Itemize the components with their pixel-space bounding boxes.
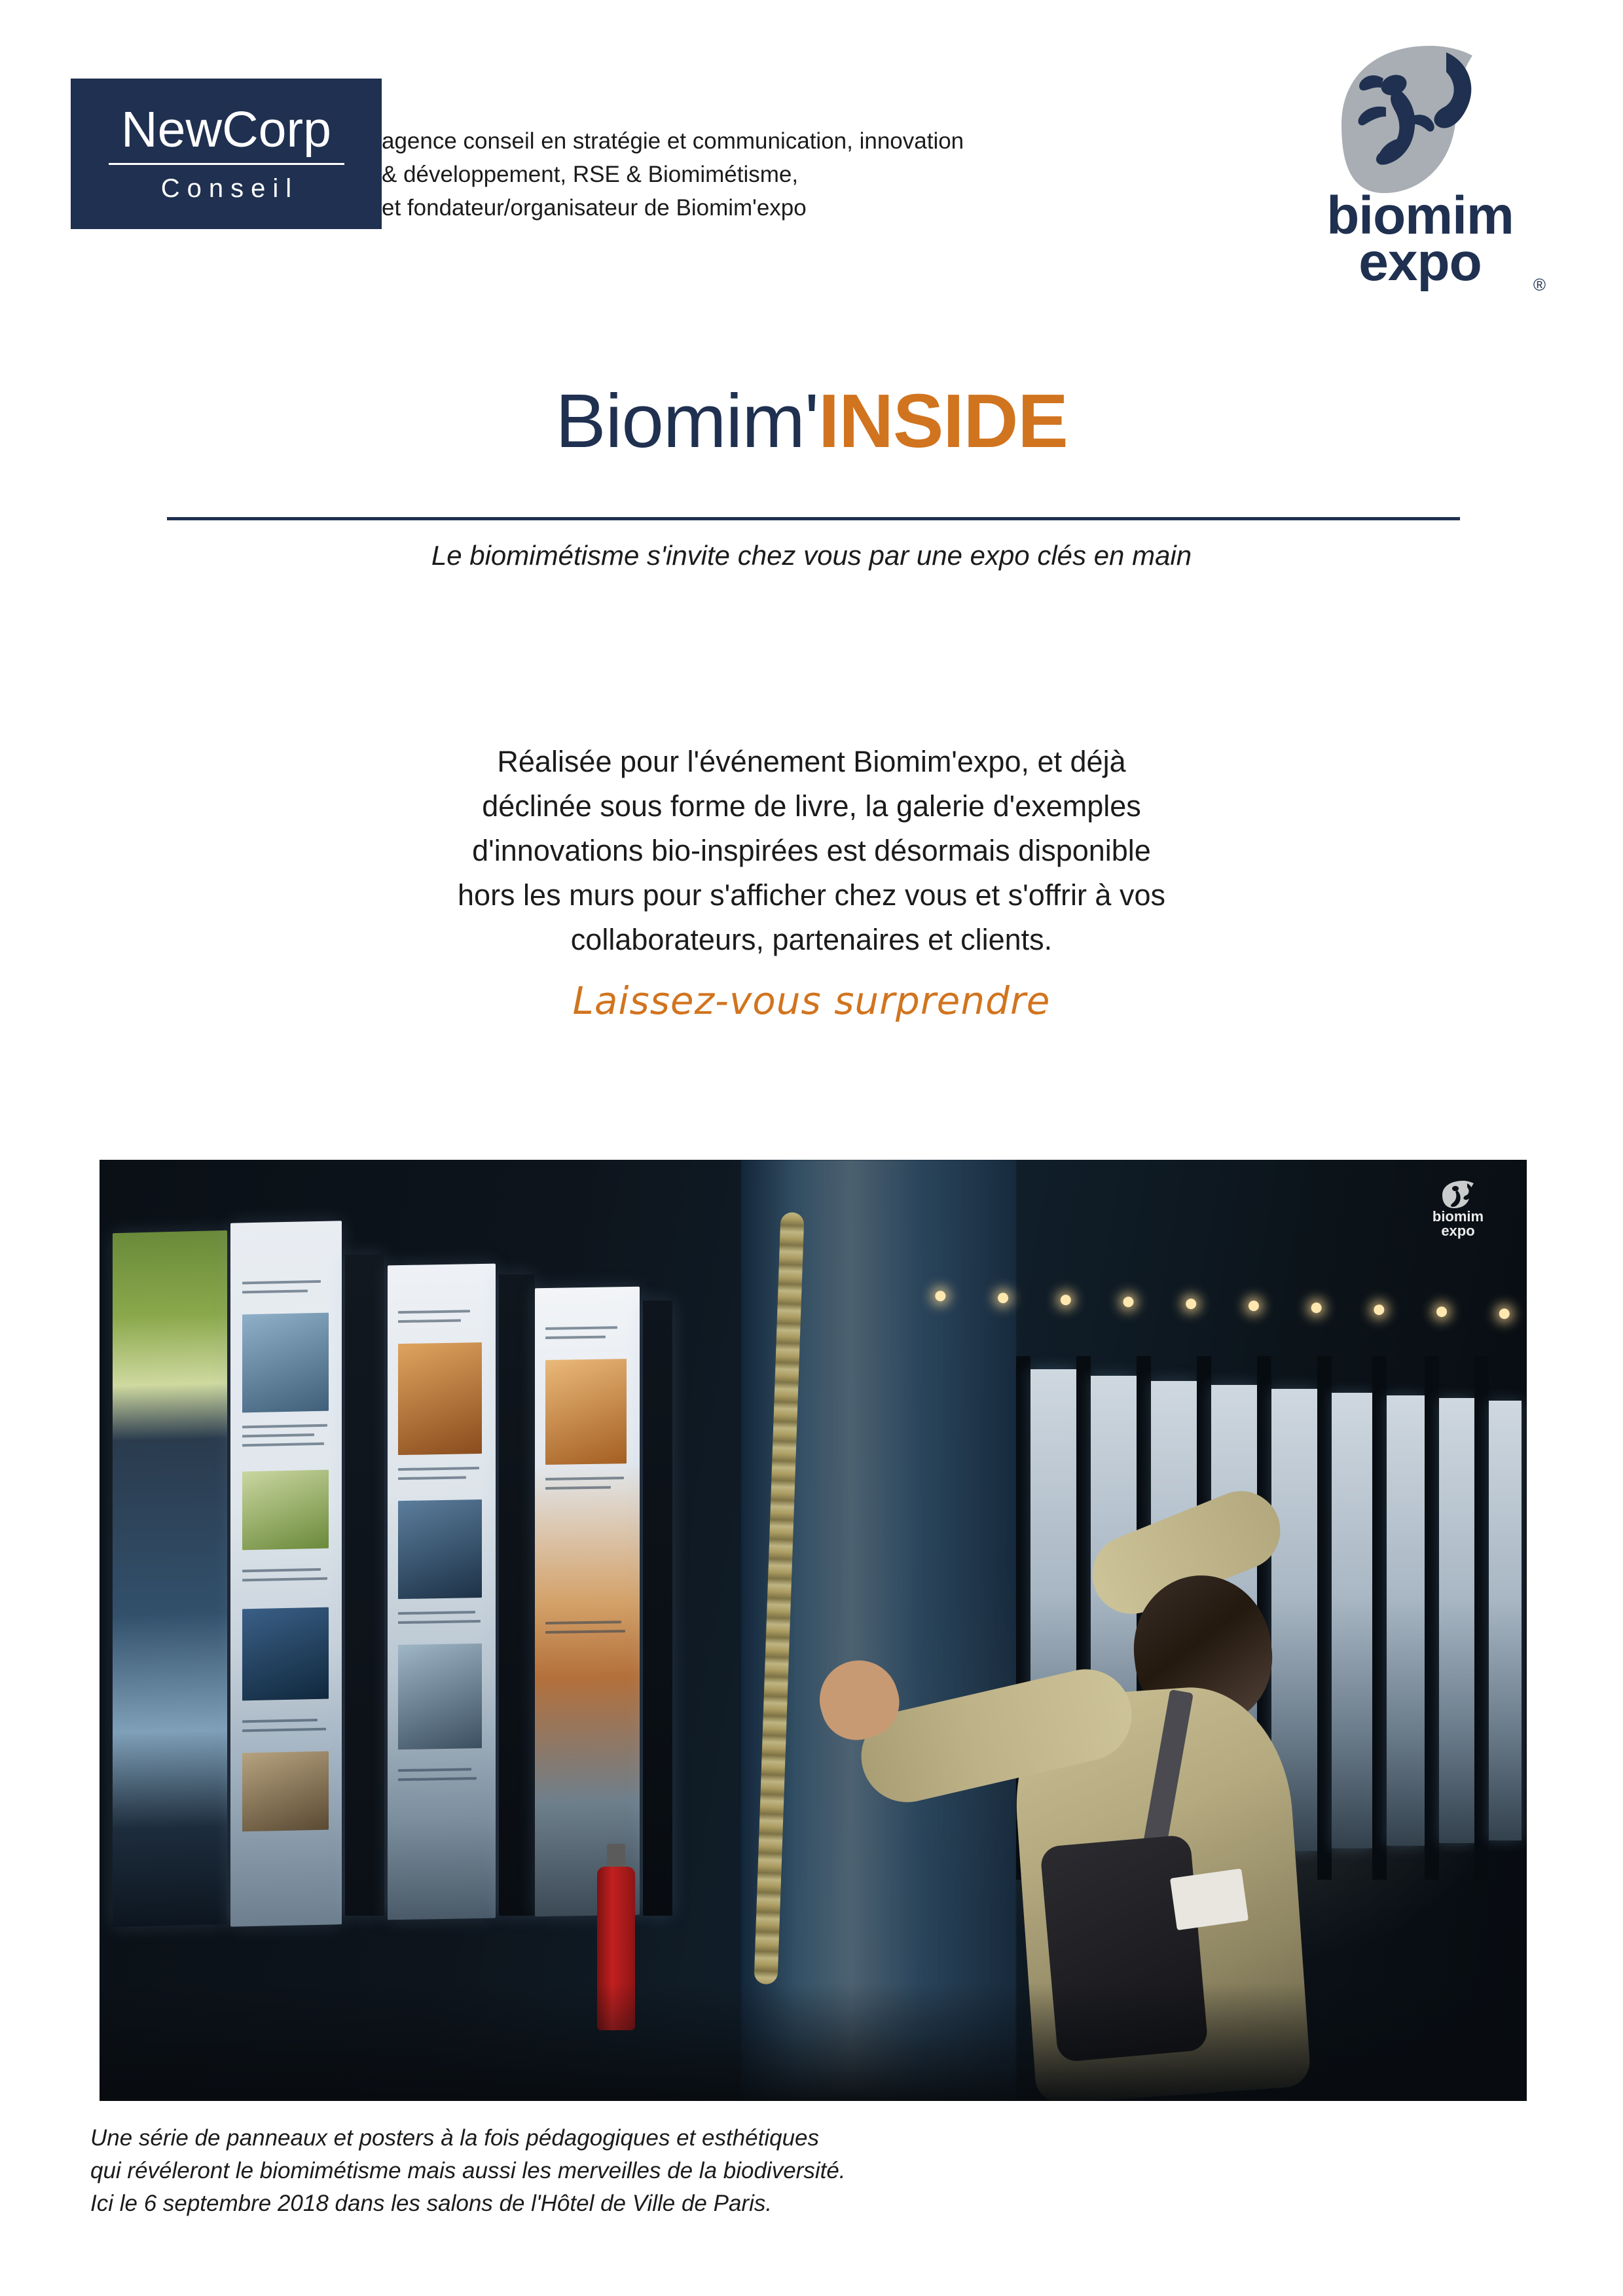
newcorp-logo-name: NewCorp <box>121 101 331 158</box>
biomim-expo-wordmark <box>1289 186 1551 292</box>
exhibition-panel <box>388 1264 496 1920</box>
panel-frame <box>643 1300 672 1916</box>
photo-caption <box>90 2122 1400 2220</box>
photo-watermark-line-1: biomim <box>1432 1208 1484 1225</box>
newcorp-logo-divider <box>109 163 344 165</box>
page-title-bold: INSIDE <box>818 378 1068 463</box>
photo-watermark <box>1415 1179 1501 1248</box>
intro-line-5: collaborateurs, partenaires et clients. <box>570 923 1053 956</box>
agency-tagline <box>382 124 1200 224</box>
biomim-expo-wordmark-line-2: expo <box>1359 232 1482 292</box>
page-title <box>0 380 1623 463</box>
photo-caption-line-1: Une série de panneaux et posters à la fois pédagogiques et esthétiques <box>90 2125 819 2151</box>
intro-line-3: d'innovations bio-inspirées est désormais disponible <box>472 834 1151 867</box>
intro-line-1: Réalisée pour l'événement Biomim'expo, et déjà <box>497 745 1126 778</box>
gecko-watermark-icon <box>1438 1179 1478 1210</box>
visitor-badge <box>1170 1869 1249 1931</box>
newcorp-logo-subtitle: Conseil <box>160 173 299 203</box>
registered-trademark-symbol: ® <box>1533 275 1546 295</box>
intro-paragraph <box>0 740 1623 962</box>
agency-tagline-line-2: & développement, RSE & Biomimétisme, <box>382 162 799 187</box>
page-subtitle: Le biomimétisme s'invite chez vous par une expo clés en main <box>431 540 1192 571</box>
photo-caption-line-2: qui révéleront le biomimétisme mais aussi les merveilles de la biodiversité. <box>90 2158 846 2183</box>
intro-line-2: déclinée sous forme de livre, la galerie d'exemples <box>482 789 1141 823</box>
photo-caption-line-3: Ici le 6 septembre 2018 dans les salons de l'Hôtel de Ville de Paris. <box>90 2191 773 2216</box>
biomim-expo-wordmark-line-1: biomim <box>1326 186 1514 245</box>
title-divider <box>167 517 1460 520</box>
exhibition-panel <box>230 1221 342 1927</box>
title-block <box>0 378 1623 571</box>
exhibition-photo-scene <box>100 1160 1527 2101</box>
biomim-expo-logo <box>1289 39 1551 295</box>
exhibition-panel <box>535 1287 640 1917</box>
agency-tagline-line-3: et fondateur/organisateur de Biomim'expo <box>382 195 807 221</box>
photo-watermark-line-2: expo <box>1441 1223 1475 1239</box>
exhibition-panel <box>113 1230 227 1927</box>
panel-frame <box>345 1255 384 1916</box>
handwritten-tagline: Laissez-vous surprendre <box>572 978 1051 1023</box>
panel-frame <box>499 1274 535 1916</box>
document-header <box>0 0 1623 327</box>
floor-shadow <box>100 1983 1527 2101</box>
intro-line-4: hors les murs pour s'afficher chez vous et s'offrir à vos <box>458 878 1165 912</box>
agency-tagline-line-1: agence conseil en stratégie et communication, innovation <box>382 128 964 154</box>
gecko-leaf-icon <box>1315 39 1486 209</box>
page-title-light: Biomim' <box>555 378 819 463</box>
newcorp-conseil-logo <box>71 79 382 229</box>
exhibition-photo <box>100 1160 1527 2101</box>
